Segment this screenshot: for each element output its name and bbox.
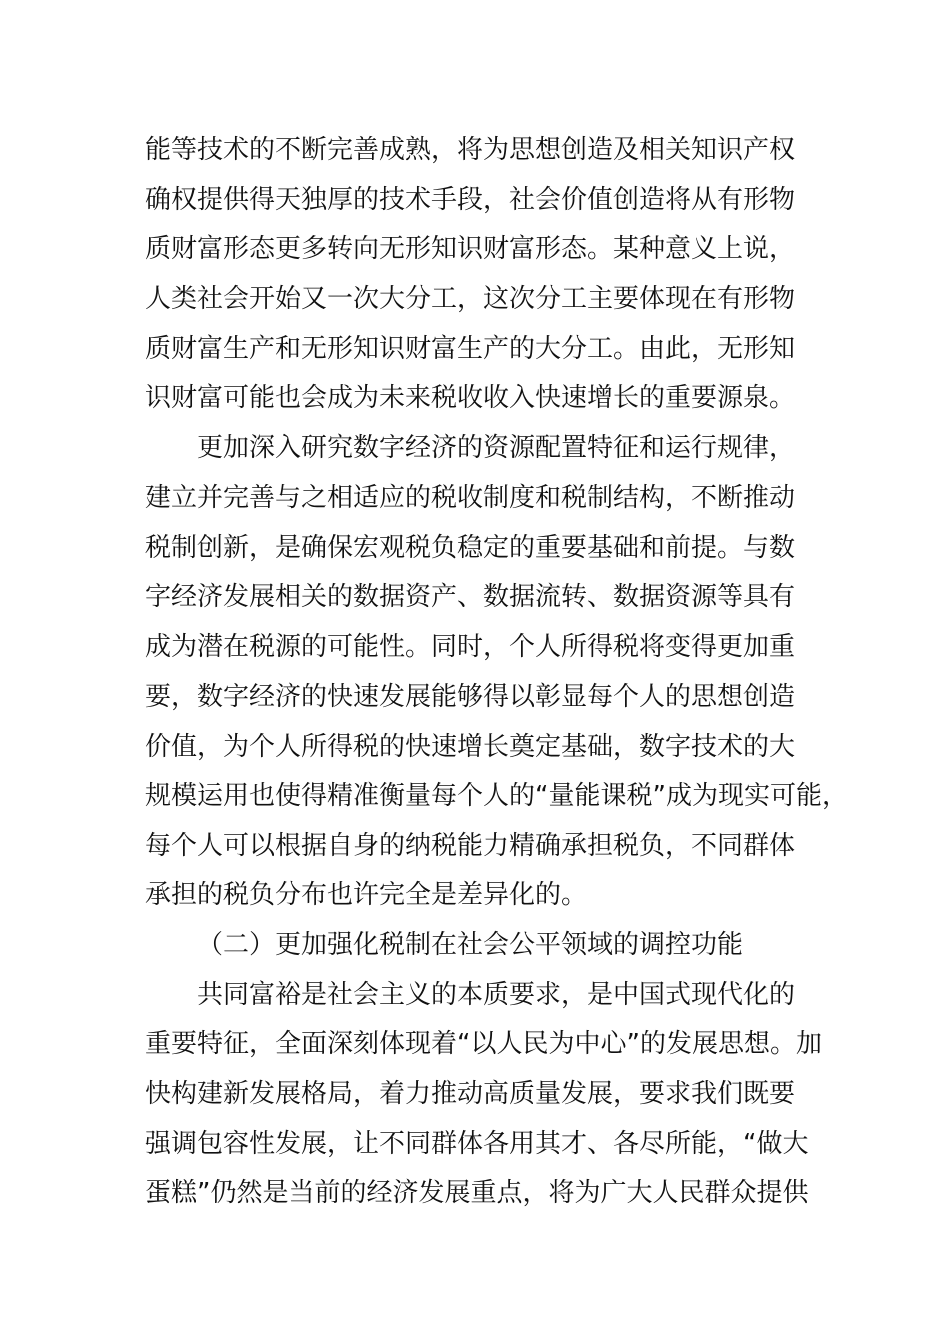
text-line: 快构建新发展格局，着力推动高质量发展，要求我们既要 [145, 1079, 796, 1109]
text-line: 税制创新，是确保宏观税负稳定的重要基础和前提。与数 [145, 533, 796, 563]
text-line: 每个人可以根据自身的纳税能力精确承担税负，不同群体 [145, 831, 796, 861]
text-line: 能等技术的不断完善成熟，将为思想创造及相关知识产权 [145, 135, 796, 165]
text-line: 价值，为个人所得税的快速增长奠定基础，数字技术的大 [145, 732, 796, 762]
paragraph-start-line: 更加深入研究数字经济的资源配置特征和运行规律， [197, 433, 796, 463]
text-line: 建立并完善与之相适应的税收制度和税制结构，不断推动 [145, 483, 796, 513]
text-line: 质财富形态更多转向无形知识财富形态。某种意义上说， [145, 234, 796, 264]
section-heading: （二）更加强化税制在社会公平领域的调控功能 [197, 930, 744, 960]
text-line: 承担的税负分布也许完全是差异化的。 [145, 880, 588, 910]
paragraph-start-line: 共同富裕是社会主义的本质要求，是中国式现代化的 [197, 980, 796, 1010]
text-line: 确权提供得天独厚的技术手段，社会价值创造将从有形物 [145, 185, 796, 215]
text-line: 规模运用也使得精准衡量每个人的“量能课税”成为现实可能， [145, 781, 848, 811]
text-line: 字经济发展相关的数据资产、数据流转、数据资源等具有 [145, 582, 796, 612]
text-line: 要，数字经济的快速发展能够得以彰显每个人的思想创造 [145, 682, 796, 712]
text-line: 强调包容性发展，让不同群体各用其才、各尽所能，“做大 [145, 1129, 809, 1159]
text-line: 蛋糕”仍然是当前的经济发展重点，将为广大人民群众提供 [145, 1178, 809, 1208]
text-line: 人类社会开始又一次大分工，这次分工主要体现在有形物 [145, 284, 796, 314]
text-line: 成为潜在税源的可能性。同时，个人所得税将变得更加重 [145, 632, 796, 662]
text-line: 识财富可能也会成为未来税收收入快速增长的重要源泉。 [145, 383, 796, 413]
text-line: 质财富生产和无形知识财富生产的大分工。由此，无形知 [145, 334, 796, 364]
text-line: 重要特征，全面深刻体现着“以人民为中心”的发展思想。加 [145, 1029, 822, 1059]
